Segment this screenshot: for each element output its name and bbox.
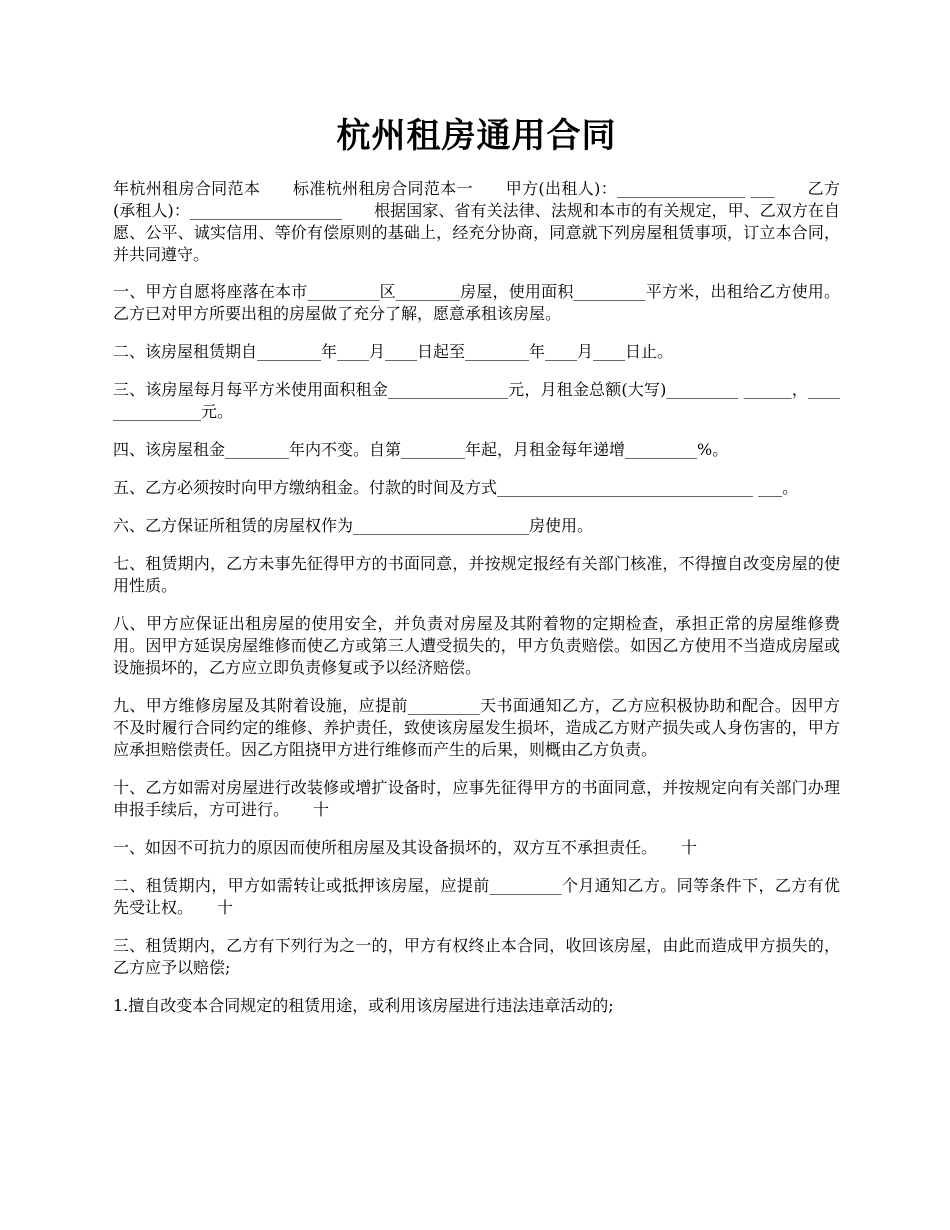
paragraph-intro: 年杭州租房合同范本 标准杭州租房合同范本一 甲方(出租人)：________________ ___ 乙方(承租人)：___________________ 根据国家、省有关法律、法规和本市的有关规定，甲、乙双方在自愿、公平、诚实信用、等价有偿原则的基础上，经充分协商，同意就下列房屋租赁事项，订立本合同，并共同遵守。 — [113, 179, 840, 264]
paragraph-clause-3: 三、该房屋每月每平方米使用面积租金_______________元，月租金总额(大写)_________ ______，_______________元。 — [113, 380, 840, 421]
paragraph-clause-8: 八、甲方应保证出租房屋的使用安全，并负责对房屋及其附着物的定期检查，承担正常的房屋维修费用。因甲方延误房屋维修而使乙方或第三人遭受损失的，甲方负责赔偿。如因乙方使用不当造成房屋或设施损坏的，乙方应立即负责修复或予以经济赔偿。 — [113, 614, 840, 677]
paragraph-clause-11: 一、如因不可抗力的原因而使所租房屋及其设备损坏的，双方互不承担责任。 十 — [113, 838, 698, 857]
paragraph-clause-4: 四、该房屋租金________年内不变。自第________年起，月租金每年递增_________%。 — [113, 440, 729, 459]
paragraph-clause-1: 一、甲方自愿将座落在本市_________区________房屋，使用面积_________平方米，出租给乙方使用。乙方已对甲方所要出租的房屋做了充分了解，愿意承租该房屋。 — [113, 282, 840, 323]
paragraph-clause-9: 九、甲方维修房屋及其附着设施，应提前_________天书面通知乙方，乙方应积极协助和配合。因甲方不及时履行合同约定的维修、养护责任，致使该房屋发生损坏，造成乙方财产损失或人身伤害的，甲方应承担赔偿责任。因乙方阻挠甲方进行维修而产生的后果，则概由乙方负责。 — [113, 696, 840, 759]
paragraph-clause-2: 二、该房屋租赁期自________年____月____日起至________年____月____日止。 — [113, 342, 674, 361]
paragraph-clause-6: 六、乙方保证所租赁的房屋权作为______________________房使用。 — [113, 516, 594, 535]
document-title: 杭州租房通用合同 — [336, 116, 617, 156]
paragraph-clause-5: 五、乙方必须按时向甲方缴纳租金。付款的时间及方式________________________________ ___。 — [113, 478, 799, 497]
paragraph-clause-12: 二、租赁期内，甲方如需转让或抵押该房屋，应提前_________个月通知乙方。同等条件下，乙方有优先受让权。 十 — [113, 876, 840, 917]
paragraph-clause-13-item-1: 1.擅自改变本合同规定的租赁用途，或利用该房屋进行违法违章活动的; — [113, 996, 614, 1015]
paragraph-clause-10: 十、乙方如需对房屋进行改装修或增扩设备时，应事先征得甲方的书面同意，并按规定向有关部门办理申报手续后，方可进行。 十 — [113, 778, 840, 819]
paragraph-clause-7: 七、租赁期内，乙方未事先征得甲方的书面同意，并按规定报经有关部门核准，不得擅自改变房屋的使用性质。 — [113, 554, 840, 595]
document-page — [113, 108, 840, 1033]
paragraph-clause-13: 三、租赁期内，乙方有下列行为之一的，甲方有权终止本合同，收回该房屋，由此而造成甲方损失的，乙方应予以赔偿; — [113, 936, 840, 977]
